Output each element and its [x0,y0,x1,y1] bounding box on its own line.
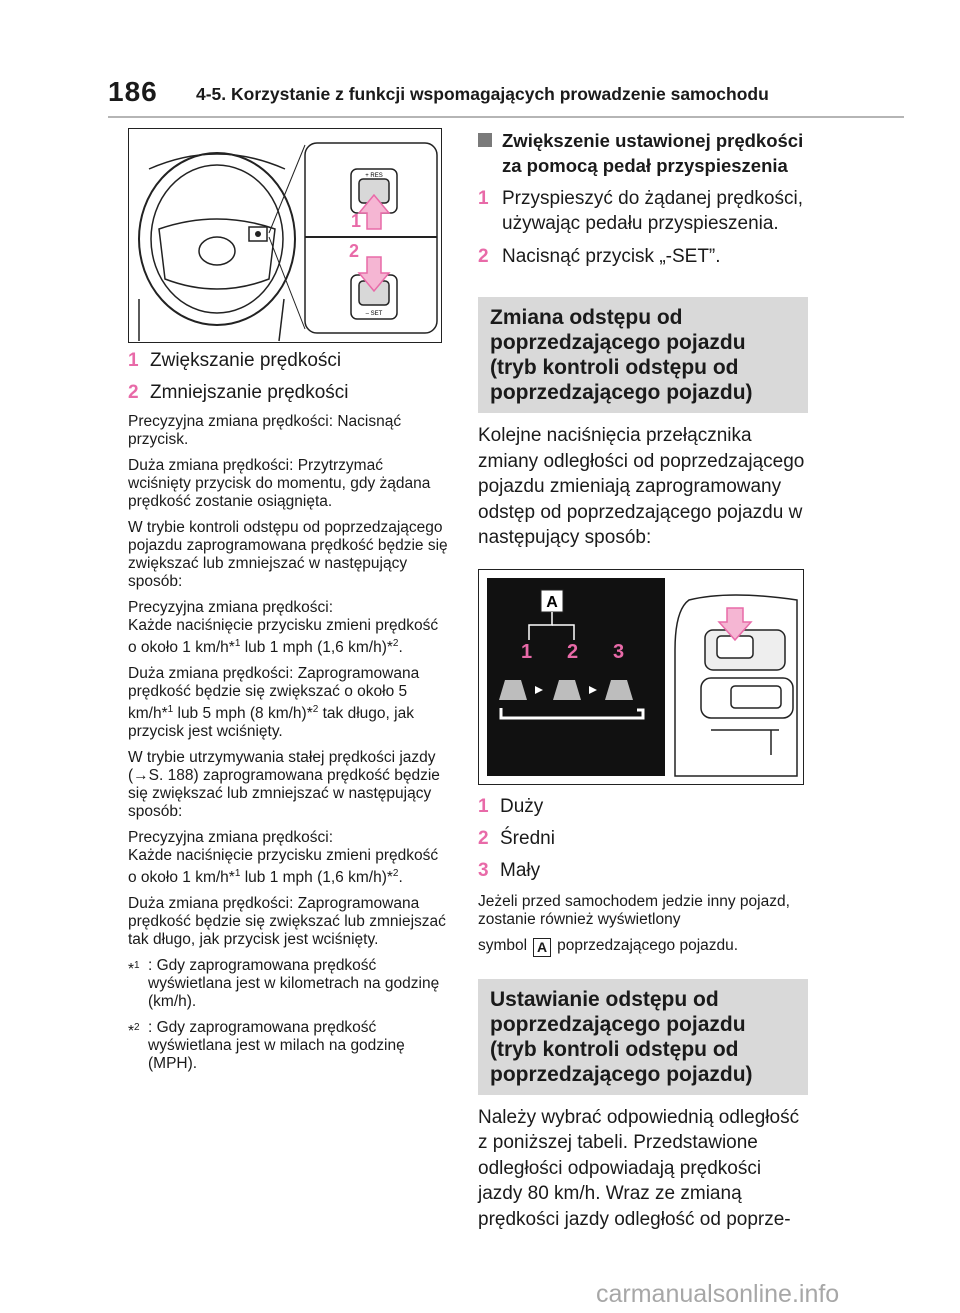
superscript: 1 [234,638,241,649]
text-run: Precyzyjna zmiana prędkości: [128,599,334,616]
item-number: 2 [478,827,489,849]
paragraph: Duża zmiana prędkości: Przytrzymać wciśnięty przycisk do momentu, gdy żądana prędkość zostanie osiągnięta. [128,457,431,510]
text-run: lub 1 mph (1,6 km/h)* [240,639,393,657]
paragraph: Duża zmiana prędkości: Zaprogramowana prędkość będzie się zwiększać lub zmniejszać tak długo, jak przycisk jest wciśnięty. [128,895,446,949]
item-number: 2 [128,382,139,403]
set-label: – SET [365,311,383,317]
text-run: poprzedzającego pojazdu. [557,936,739,954]
text-run: tak długo, jak przycisk jest wciśnięty. [128,705,414,741]
superscript: 1 [234,868,241,880]
paragraph [128,665,448,741]
footnote [128,957,448,1011]
item-number: 1 [128,350,139,371]
figure-number-2: 2 [349,241,360,261]
steering-wheel-illustration [129,129,441,342]
paragraph: Jeżeli przed samochodem jedzie inny pojazd, zostanie również wyświetlony [478,892,790,928]
figure-number-1: 1 [351,211,362,231]
paragraph: Kolejne naciśnięcia przełącznika zmiany odległości od poprzedzającego pojazdu zmieniają zaprogramowany odstęp od poprzedzającego pojazdu w następujący sposób: [478,425,805,548]
paragraph: Precyzyjna zmiana prędkości: Każde naciśnięcie przycisku zmieni prędkość o około 1 km/h*$^1$ lub 1 mph (1,6 km/h)*$^2$. [128,599,439,657]
header-divider [108,116,904,118]
superscript: 1 [167,704,174,716]
section-heading-box: Zmiana odstępu od poprzedzającego pojazdu (tryb kontroli odstępu od poprzedzającego pojazdu) [478,297,808,413]
item-number: 1 [478,795,489,817]
paragraph: Należy wybrać odpowiednią odległość z poniższej tabeli. Przedstawione odległości odpowiadają prędkości jazdy 80 km/h. Wraz ze zmianą prędkości jazdy odległość od poprze- [478,1106,800,1230]
superscript: 2 [392,638,399,649]
text-run: lub 5 mph (8 km/h)* [173,705,313,723]
item-number: 3 [478,859,489,881]
paragraph: Precyzyjna zmiana prędkości: Nacisnąć przycisk. [128,413,402,448]
square-bullet-icon [478,133,492,147]
section-heading-box: Ustawianie odstępu od poprzedzającego pojazdu (tryb kontroli odstępu od poprzedzającego pojazdu) [478,979,808,1095]
section-title: 4-5. Korzystanie z funkcji wspomagających prowadzenie samochodu [196,84,769,104]
paragraph [128,749,448,821]
paragraph: Precyzyjna zmiana prędkości: Każde naciśnięcie przycisku zmieni prędkość o około 1 km/h*$^1$ lub 1 mph (1,6 km/h)*$^2$. [128,829,439,887]
paragraph [478,937,808,957]
item-text: Mały [500,859,541,881]
text-run: lub 1 mph (1,6 km/h)* [240,869,393,887]
figure-number-1: 1 [521,640,533,663]
figure-number-2: 2 [567,640,579,663]
item-text: Zmniejszanie prędkości [150,382,349,403]
text-run: S. 188) zaprogramowana prędkość będzie się zwiększać lub zmniejszać w następujący sposób: [128,767,440,821]
superscript: 2 [134,1022,140,1034]
left-column [128,128,448,1073]
footnote [128,1019,448,1073]
steering-wheel-figure [128,128,442,343]
paragraph: W trybie kontroli odstępu od poprzedzającego pojazdu zaprogramowana prędkość będzie się zwiększać lub zmniejszać w następujący sposób: [128,519,448,590]
distance-switch-figure [478,569,804,785]
list-item [478,859,808,883]
step-item [478,244,808,269]
step-text: Nacisnąć przycisk „-SET”. [502,246,721,267]
list-item [128,349,448,373]
superscript: 2 [312,704,319,716]
footnote-text: : Gdy zaprogramowana prędkość wyświetlana jest w kilometrach na godzinę (km/h). [148,957,440,1011]
item-text: Duży [500,795,544,817]
step-text: Przyspieszyć do żądanej prędkości, używając pedału przyspieszenia. [502,188,803,234]
subheading [478,128,808,178]
subheading-text: Zwiększenie ustawionej prędkości za pomocą pedał przyspieszenia [502,130,804,176]
step-item [478,186,808,236]
arrow-right-icon: → [133,767,149,785]
text-run: W trybie utrzymywania stałej prędkości jazdy ( [128,749,436,785]
res-label: + RES [365,173,383,179]
footnote-mark: * [128,1023,135,1041]
list-item [128,381,448,405]
page-number: 186 [108,76,158,107]
footnote-text: : Gdy zaprogramowana prędkość wyświetlana jest w milach na godzinę (MPH). [148,1019,405,1073]
superscript: 2 [392,868,399,880]
text-run: Każde naciśnięcie przycisku zmieni prędkość o około 1 km/h* [128,847,439,887]
text-run: symbol [478,936,528,954]
text-run: Precyzyjna zmiana prędkości: [128,829,334,847]
watermark: carmanualsonline.info [596,1280,840,1308]
superscript: 1 [134,960,140,972]
step-number: 1 [478,188,489,209]
figure-number-3: 3 [613,640,625,663]
right-column [478,128,808,1251]
item-text: Średni [500,827,555,849]
text-run: Każde naciśnięcie przycisku zmieni prędkość o około 1 km/h* [128,617,439,657]
preceding-vehicle-symbol: A [533,938,551,957]
list-item [478,827,808,851]
text-run: Duża zmiana prędkości: Zaprogramowana prędkość będzie się zwiększać o około 5 km/h* [128,665,420,723]
step-number: 2 [478,246,489,267]
distance-display-illustration [479,570,803,784]
figure-label-a: A [546,593,558,611]
footnote-mark: * [128,961,135,979]
item-text: Zwiększanie prędkości [150,350,342,371]
list-item [478,795,808,819]
